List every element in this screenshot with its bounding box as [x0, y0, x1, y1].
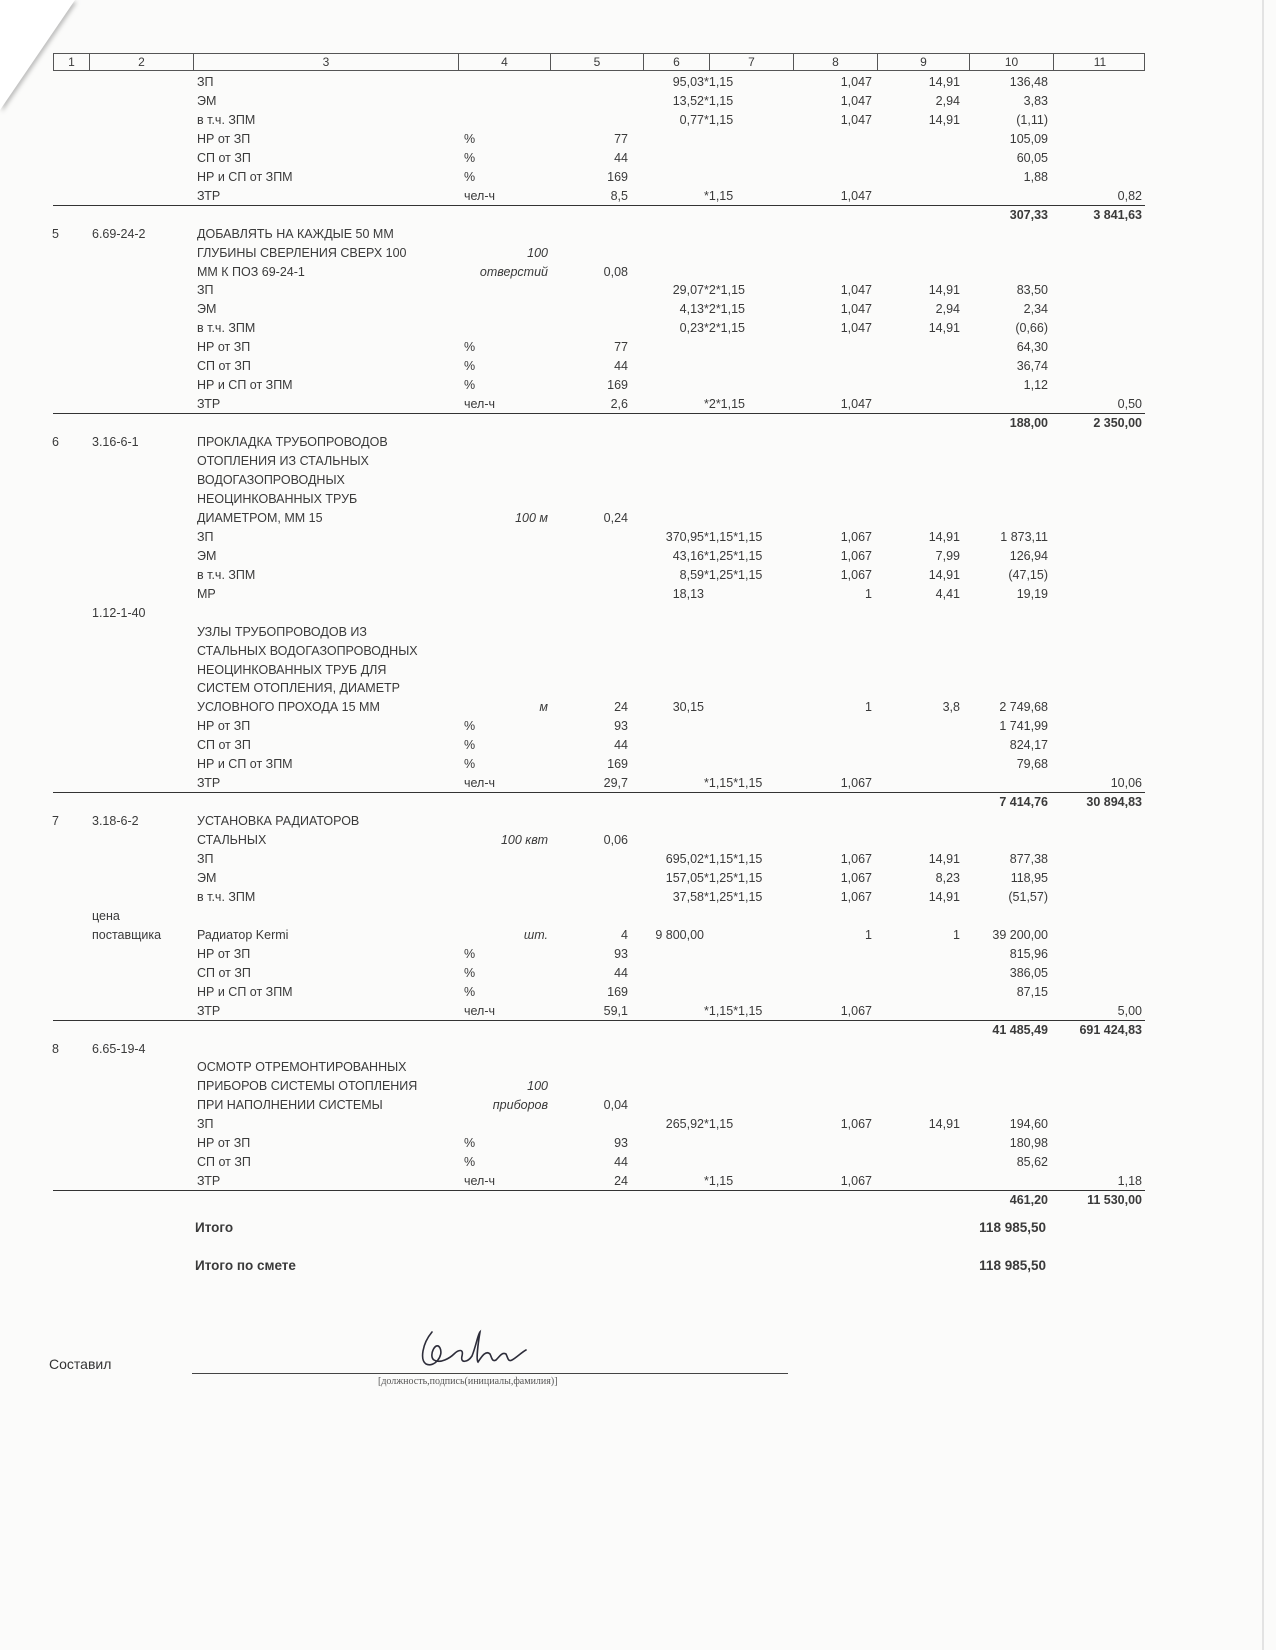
item-col10: (47,15)	[1008, 567, 1048, 582]
item-col10: 386,05	[1009, 965, 1048, 980]
item-quantity: 44	[614, 359, 628, 374]
item-name: СП от ЗП	[197, 359, 251, 374]
item-name: Радиатор Kermi	[197, 927, 289, 942]
item-col10: 180,98	[1009, 1136, 1048, 1151]
item-name: ЗП	[197, 852, 214, 866]
item-col6: 37,58	[672, 889, 704, 904]
item-number: 7	[52, 814, 59, 829]
item-code: 3.18-6-2	[92, 814, 139, 829]
item-name: УЗЛЫ ТРУБОПРОВОДОВ ИЗ	[197, 624, 367, 639]
item-unit: приборов	[492, 1098, 548, 1113]
header-cell-11: 11	[1093, 55, 1107, 69]
item-col6: 9 800,00	[655, 927, 704, 942]
row-total-col11: 2 350,00	[1093, 416, 1142, 431]
item-quantity: 29,7	[603, 776, 628, 791]
item-name: СП от ЗП	[197, 738, 251, 753]
item-unit: %	[464, 150, 476, 165]
item-col6: 0,77	[679, 112, 704, 127]
item-col7: *1,15	[704, 112, 734, 127]
item-col7: *1,25*1,15	[704, 548, 763, 563]
item-col6: 18,13	[672, 586, 704, 601]
item-col10: 83,50	[1016, 283, 1048, 298]
item-unit: 100	[527, 1079, 548, 1094]
header-cell-9: 9	[878, 54, 970, 70]
item-name: ОСМОТР ОТРЕМОНТИРОВАННЫХ	[197, 1060, 407, 1075]
item-col10: 36,74	[1016, 359, 1048, 374]
row-total-col10: 41 485,49	[992, 1022, 1048, 1037]
item-unit: %	[464, 131, 476, 146]
item-code: 1.12-1-40	[92, 605, 146, 620]
item-col10: 1 873,11	[1000, 529, 1048, 544]
item-name: ДИАМЕТРОМ, ММ 15	[197, 510, 323, 525]
row-total-col10: 188,00	[1009, 416, 1048, 431]
item-quantity: 44	[614, 738, 628, 753]
header-cell-6: 6	[644, 54, 710, 70]
item-unit: %	[464, 719, 476, 734]
item-col8: 1,047	[840, 94, 872, 108]
item-col7: *1,25*1,15	[704, 567, 763, 582]
item-col7: *1,15*1,15	[704, 1003, 763, 1018]
item-unit: шт.	[523, 927, 548, 942]
item-number: 8	[52, 1041, 59, 1056]
item-code: цена	[92, 908, 120, 923]
item-quantity: 77	[614, 340, 628, 355]
item-quantity: 24	[614, 1174, 628, 1189]
item-col10: 60,05	[1016, 150, 1048, 165]
item-quantity: 2,6	[610, 397, 628, 412]
item-name: НР от ЗП	[197, 946, 251, 961]
item-name: ВОДОГАЗОПРОВОДНЫХ	[197, 472, 345, 487]
section-separator	[53, 205, 1145, 206]
item-name: ЗП	[197, 529, 214, 544]
item-name: ЗП	[197, 283, 214, 298]
item-col8: 1	[865, 700, 872, 715]
item-unit: %	[464, 757, 476, 772]
header-cell-4: 4	[459, 54, 551, 70]
item-quantity: 44	[614, 965, 628, 980]
item-col10: 815,96	[1009, 946, 1048, 961]
item-col7: *1,25*1,15	[704, 870, 763, 885]
item-quantity: 24	[614, 700, 628, 715]
item-name: НР и СП от ЗПМ	[197, 757, 293, 772]
item-col9: 2,94	[935, 302, 960, 317]
item-col10: 136,48	[1009, 75, 1048, 89]
item-col7: *2*1,15	[704, 302, 746, 317]
item-col10: 79,68	[1016, 757, 1048, 772]
item-name: УСЛОВНОГО ПРОХОДА 15 ММ	[197, 700, 380, 715]
item-name: НЕОЦИНКОВАННЫХ ТРУБ	[197, 491, 358, 506]
item-quantity: 59,1	[603, 1003, 628, 1018]
item-name: ММ К ПОЗ 69-24-1	[197, 264, 305, 279]
row-total-col11: 30 894,83	[1086, 795, 1142, 810]
item-unit: %	[464, 378, 476, 393]
item-col8: 1,047	[840, 302, 872, 317]
item-name: ПРИ НАПОЛНЕНИИ СИСТЕМЫ	[197, 1098, 383, 1113]
item-col10: 1 741,99	[999, 719, 1048, 734]
item-name: НР от ЗП	[197, 719, 251, 734]
item-number: 6	[52, 435, 59, 449]
item-col6: 695,02	[665, 852, 704, 866]
item-name: СП от ЗП	[197, 1155, 251, 1170]
item-col9: 14,91	[928, 112, 960, 127]
item-col7: *1,15	[704, 1174, 734, 1189]
table-header-row	[53, 53, 1145, 71]
item-name: НР от ЗП	[197, 1136, 251, 1151]
item-col9: 14,91	[928, 567, 960, 582]
item-col6: 43,16	[672, 548, 704, 563]
item-name: НР и СП от ЗПМ	[197, 378, 293, 393]
item-name: ОТОПЛЕНИЯ ИЗ СТАЛЬНЫХ	[197, 454, 369, 468]
item-name: СТАЛЬНЫХ ВОДОГАЗОПРОВОДНЫХ	[197, 643, 418, 658]
item-name: НР и СП от ЗПМ	[197, 169, 293, 184]
item-name: ГЛУБИНЫ СВЕРЛЕНИЯ СВЕРХ 100	[197, 245, 407, 260]
item-col7: *1,15	[704, 1117, 734, 1132]
item-name: СП от ЗП	[197, 150, 251, 165]
item-name: МР	[197, 586, 216, 601]
item-name: в т.ч. ЗПМ	[197, 889, 256, 904]
item-unit: %	[464, 946, 476, 961]
section-separator	[53, 1020, 1145, 1021]
item-col8: 1,067	[840, 1117, 872, 1132]
item-col8: 1,067	[840, 529, 872, 544]
item-col9: 2,94	[935, 94, 960, 108]
item-unit: отверстий	[479, 264, 548, 279]
item-col9: 14,91	[928, 283, 960, 298]
item-name: ЗТР	[197, 1174, 221, 1189]
row-total-col10: 7 414,76	[999, 795, 1048, 810]
row-total-col11: 11 530,00	[1087, 1193, 1142, 1208]
item-name: ЗТР	[197, 1003, 221, 1018]
item-col11: 10,06	[1110, 776, 1142, 791]
item-col8: 1,067	[840, 1003, 872, 1018]
item-name: ЭМ	[197, 302, 217, 317]
item-unit: м	[539, 700, 548, 715]
item-col10: 2 749,68	[999, 700, 1048, 715]
item-col8: 1,047	[840, 112, 872, 127]
itogo-smeta-label: Итого по смете	[195, 1258, 296, 1273]
item-col8: 1,067	[840, 870, 872, 885]
item-quantity: 44	[614, 1155, 628, 1170]
item-col10: 64,30	[1016, 340, 1048, 355]
item-col7: *2*1,15	[704, 283, 746, 298]
item-col6: 29,07	[672, 283, 704, 298]
item-code: 6.65-19-4	[92, 1041, 146, 1056]
item-name: НР от ЗП	[197, 131, 251, 146]
item-unit: 100	[527, 245, 548, 260]
item-unit: %	[464, 169, 476, 184]
item-col10: 85,62	[1016, 1155, 1048, 1170]
itogo-value: 118 985,50	[979, 1220, 1046, 1235]
item-col6: 265,92	[665, 1117, 704, 1132]
item-col10: 3,83	[1023, 94, 1048, 108]
item-name: ЭМ	[197, 94, 217, 108]
item-unit: %	[464, 965, 476, 980]
item-unit: чел-ч	[464, 1174, 496, 1189]
itogo-label: Итого	[195, 1220, 234, 1235]
item-quantity: 0,24	[603, 510, 628, 525]
item-name: в т.ч. ЗПМ	[197, 567, 256, 582]
item-col7: *1,15	[704, 94, 734, 108]
item-col10: 1,88	[1023, 169, 1048, 184]
item-col10: 105,09	[1009, 131, 1048, 146]
item-col8: 1,047	[840, 321, 872, 336]
header-cell-10: 10	[970, 54, 1054, 70]
item-quantity: 77	[614, 131, 628, 146]
section-separator	[53, 1190, 1145, 1191]
item-quantity: 93	[614, 946, 628, 961]
composed-by-label: Составил	[49, 1356, 112, 1372]
item-col11: 1,18	[1117, 1174, 1142, 1189]
item-name: СП от ЗП	[197, 965, 251, 980]
item-name: СИСТЕМ ОТОПЛЕНИЯ, ДИАМЕТР	[197, 681, 401, 696]
item-unit: %	[464, 340, 476, 355]
item-col6: 95,03	[672, 75, 704, 89]
item-col6: 0,23	[679, 321, 704, 336]
item-unit: чел-ч	[464, 188, 496, 203]
item-col7: *1,15*1,15	[704, 529, 763, 544]
header-cell-8: 8	[794, 54, 878, 70]
item-name: НР от ЗП	[197, 340, 251, 355]
item-quantity: 93	[614, 719, 628, 734]
item-col10: 118,95	[1010, 870, 1048, 885]
row-total-col11: 3 841,63	[1093, 207, 1142, 222]
item-unit: 100 м	[515, 510, 548, 525]
item-col6: 4,13	[679, 302, 704, 317]
item-code: 3.16-6-1	[92, 435, 139, 449]
page-edge	[1262, 0, 1264, 1650]
item-col8: 1,067	[840, 567, 872, 582]
signature-caption: [должность,подпись(инициалы,фамилия)]	[378, 1376, 558, 1387]
item-col7: *1,25*1,15	[704, 889, 763, 904]
item-col11: 5,00	[1117, 1003, 1142, 1018]
item-code: поставщика	[92, 927, 162, 942]
item-col6: 370,95	[665, 529, 704, 544]
item-quantity: 0,04	[603, 1098, 628, 1113]
item-col7: *1,15*1,15	[704, 852, 763, 866]
section-separator	[53, 792, 1145, 793]
item-col10: 1,12	[1023, 378, 1048, 393]
item-name: ПРИБОРОВ СИСТЕМЫ ОТОПЛЕНИЯ	[197, 1079, 418, 1094]
item-col9: 14,91	[928, 1117, 960, 1132]
item-col9: 14,91	[928, 75, 960, 89]
item-col6: 8,59	[679, 567, 704, 582]
item-col11: 0,50	[1117, 397, 1142, 412]
item-col10: 126,94	[1009, 548, 1048, 563]
item-col6: 157,05	[665, 870, 704, 885]
item-col8: 1,067	[840, 776, 872, 791]
item-col9: 14,91	[928, 321, 960, 336]
item-col8: 1,047	[840, 75, 872, 89]
item-name: ПРОКЛАДКА ТРУБОПРОВОДОВ	[197, 435, 388, 449]
item-col10: 39 200,00	[992, 927, 1048, 942]
item-name: ЗП	[197, 75, 214, 89]
item-quantity: 169	[607, 169, 628, 184]
item-name: ЗТР	[197, 397, 221, 412]
item-col8: 1,047	[840, 283, 872, 298]
item-number: 5	[52, 226, 59, 241]
handwritten-signature	[418, 1326, 528, 1370]
item-code: 6.69-24-2	[92, 226, 146, 241]
item-col9: 7,99	[935, 548, 960, 563]
header-cell-7: 7	[710, 54, 794, 70]
item-unit: %	[464, 1155, 476, 1170]
item-name: УСТАНОВКА РАДИАТОРОВ	[197, 814, 360, 829]
item-quantity: 0,08	[603, 264, 628, 279]
item-col10: 824,17	[1009, 738, 1048, 753]
item-unit: чел-ч	[464, 776, 496, 791]
item-name: СТАЛЬНЫХ	[197, 833, 267, 847]
item-col7: *1,15*1,15	[704, 776, 763, 791]
item-col8: 1,047	[840, 188, 872, 203]
item-unit: чел-ч	[464, 1003, 496, 1018]
item-col9: 1	[953, 927, 960, 942]
header-cell-3: 3	[194, 54, 459, 70]
item-quantity: 93	[614, 1136, 628, 1151]
signature-line	[192, 1373, 788, 1374]
item-name: в т.ч. ЗПМ	[197, 321, 256, 336]
item-col8: 1	[865, 927, 872, 942]
item-unit: %	[464, 1136, 476, 1151]
item-quantity: 169	[607, 984, 628, 999]
row-total-col10: 461,20	[1009, 1193, 1048, 1208]
item-col8: 1,067	[840, 1174, 872, 1189]
item-col7: *2*1,15	[704, 397, 746, 412]
item-col7: *1,15	[704, 188, 734, 203]
row-total-col11: 691 424,83	[1079, 1022, 1142, 1037]
item-col10: (51,57)	[1008, 889, 1048, 904]
item-name: ЗТР	[197, 776, 221, 791]
item-col9: 14,91	[928, 889, 960, 904]
item-quantity: 169	[607, 378, 628, 393]
item-col7: *2*1,15	[704, 321, 746, 336]
item-quantity: 8,5	[610, 188, 628, 203]
item-col10: (1,11)	[1016, 112, 1048, 127]
item-unit: 100 квт	[500, 833, 548, 847]
item-unit: %	[464, 984, 476, 999]
header-cell-1: 1	[54, 54, 90, 70]
item-col9: 14,91	[928, 529, 960, 544]
item-unit: %	[464, 738, 476, 753]
item-col9: 14,91	[928, 852, 960, 866]
item-quantity: 0,06	[603, 833, 628, 847]
item-col11: 0,82	[1117, 188, 1142, 203]
item-col6: 13,52	[672, 94, 704, 108]
item-name: ЭМ	[197, 870, 217, 885]
item-col8: 1,067	[840, 852, 872, 866]
item-name: НЕОЦИНКОВАННЫХ ТРУБ ДЛЯ	[197, 662, 387, 677]
item-col9: 8,23	[935, 870, 960, 885]
item-name: в т.ч. ЗПМ	[197, 112, 256, 127]
item-col10: 87,15	[1016, 984, 1048, 999]
item-col10: 2,34	[1023, 302, 1048, 317]
item-name: ЗП	[197, 1117, 214, 1132]
item-col9: 3,8	[942, 700, 960, 715]
item-col7: *1,15	[704, 75, 734, 89]
item-name: ДОБАВЛЯТЬ НА КАЖДЫЕ 50 ММ	[197, 226, 394, 241]
item-name: ЗТР	[197, 188, 221, 203]
itogo-smeta-value: 118 985,50	[979, 1258, 1046, 1273]
item-quantity: 44	[614, 150, 628, 165]
item-col10: 194,60	[1009, 1117, 1048, 1132]
item-col10: 19,19	[1016, 586, 1048, 601]
item-col6: 30,15	[672, 700, 704, 715]
item-name: НР и СП от ЗПМ	[197, 984, 293, 999]
item-quantity: 4	[621, 927, 628, 942]
row-total-col10: 307,33	[1009, 207, 1048, 222]
section-separator	[53, 413, 1145, 414]
item-col8: 1	[865, 586, 872, 601]
item-col9: 4,41	[935, 586, 960, 601]
item-col8: 1,067	[840, 889, 872, 904]
item-col8: 1,047	[840, 397, 872, 412]
item-unit: чел-ч	[464, 397, 496, 412]
item-col10: 877,38	[1009, 852, 1048, 866]
header-cell-2: 2	[90, 54, 194, 70]
item-unit: %	[464, 359, 476, 374]
item-name: ЭМ	[197, 548, 217, 563]
header-cell-5: 5	[551, 54, 644, 70]
item-quantity: 169	[607, 757, 628, 772]
item-col8: 1,067	[840, 548, 872, 563]
item-col10: (0,66)	[1015, 321, 1048, 336]
